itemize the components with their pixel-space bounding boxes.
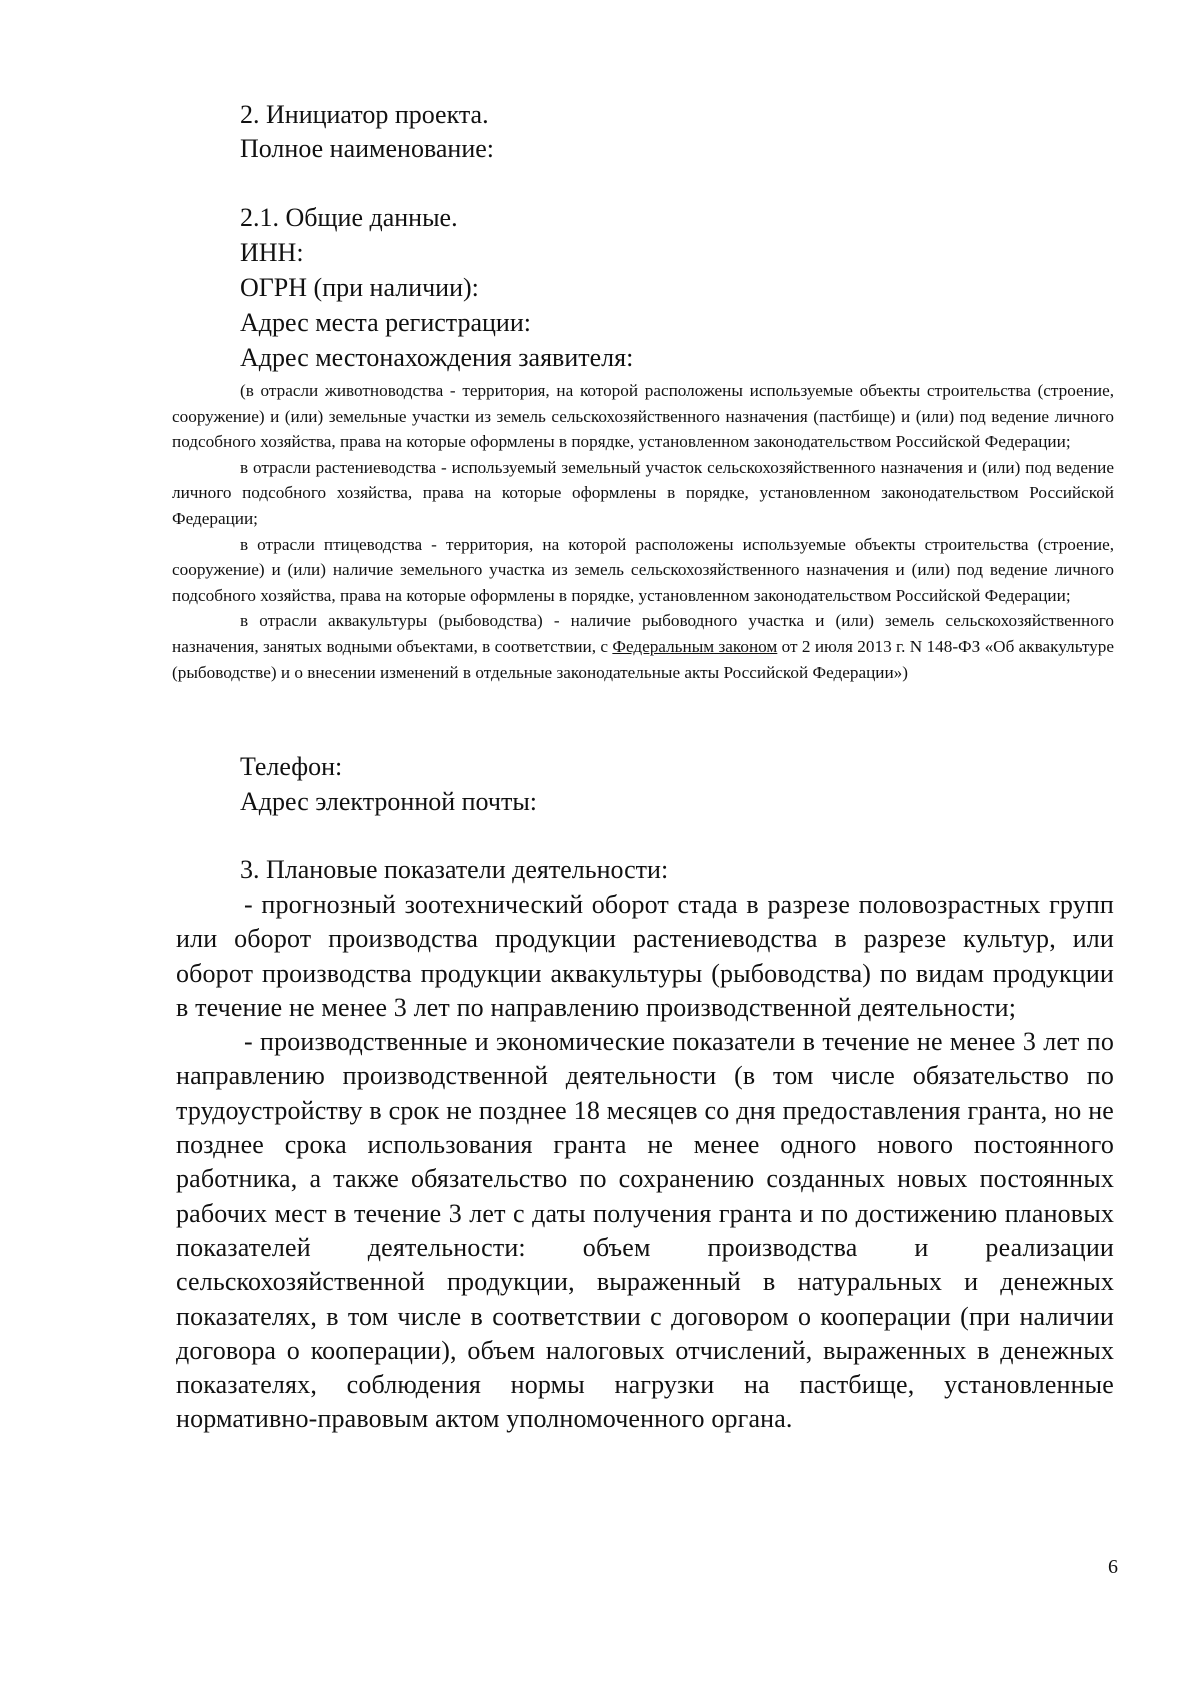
section-2-1-title: 2.1. Общие данные. (240, 203, 458, 232)
location-notes (172, 378, 1114, 685)
section-2-title: 2. Инициатор проекта. (240, 100, 489, 129)
planned-indicators (176, 888, 1114, 1437)
note-poultry: в отрасли птицеводства - территория, на которой расположены используемые объекты строительства (строение, сооружение) и (или) наличие земельного участка из земель сельскохозяйственного назначения и (или) под ведение личного подсобного хозяйства, права на которые оформлены в порядке, установленном законодательством Российской Федерации; (172, 534, 1114, 605)
federal-law-link[interactable]: Федеральным законом (612, 636, 778, 656)
note-aquaculture-end: от 2 июля 2013 г. N 148-ФЗ «Об аквакультуре (рыбоводстве) и о внесении изменений в отдельные законодательные акты Российской Федерации») (172, 636, 1114, 682)
full-name-label: Полное наименование: (240, 134, 495, 163)
section-3-title: 3. Плановые показатели деятельности: (240, 855, 669, 884)
indicator-item-turnover: - прогнозный зоотехнический оборот стада в разрезе половозрастных групп или оборот производства продукции растениеводства в разрезе культур, или оборот производства продукции аквакультуры (рыбоводства) по видам продукции в течение не менее 3 лет по направлению производственной деятельности; (176, 890, 1114, 1022)
note-aquaculture (172, 608, 1114, 685)
ogrn-label: ОГРН (при наличии): (240, 273, 479, 302)
indicator-item-production: - производственные и экономические показатели в течение не менее 3 лет по направлению производственной деятельности (в том числе обязательство по трудоустройству в срок не позднее 18 месяцев со дня предоставления гранта, но не позднее срока использования гранта не менее одного нового постоянного работника, а также обязательство по сохранению созданных новых постоянных рабочих мест в течение 3 лет с даты получения гранта и по достижению плановых показателей деятельности: объем производства и реализации сельскохозяйственной продукции, выраженный в натуральных и денежных показателях, в том числе в соответствии с договором о кооперации (при наличии договора о кооперации), объем налоговых отчислений, выраженных в денежных показателях, соблюдения нормы нагрузки на пастбище, установленные нормативно-правовым актом уполномоченного органа. (176, 1027, 1114, 1434)
inn-label: ИНН: (240, 238, 304, 267)
note-aquaculture-start: в отрасли аквакультуры (рыбоводства) - наличие рыбоводного участка и (или) земель сельскохозяйственного назначения, занятых водными объектами, в соответствии, с (172, 611, 1114, 656)
note-livestock: (в отрасли животноводства - территория, на которой расположены используемые объекты строительства (строение, сооружение) и (или) земельные участки из земель сельскохозяйственного назначения (пастбище) и (или) под ведение личного подсобного хозяйства, права на которые оформлены в порядке, установленном законодательством Российской Федерации; (172, 381, 1114, 452)
email-label: Адрес электронной почты: (240, 787, 538, 816)
phone-label: Телефон: (240, 752, 343, 781)
note-crops: в отрасли растениеводства - используемый земельный участок сельскохозяйственного назначения и (или) под ведение личного подсобного хозяйства, права на которые оформлены в порядке, установленном законодательством Российской Федерации; (172, 457, 1114, 528)
page-number: 6 (1108, 1556, 1118, 1578)
location-address-label: Адрес местонахождения заявителя: (240, 343, 634, 372)
registration-address-label: Адрес места регистрации: (240, 308, 531, 337)
